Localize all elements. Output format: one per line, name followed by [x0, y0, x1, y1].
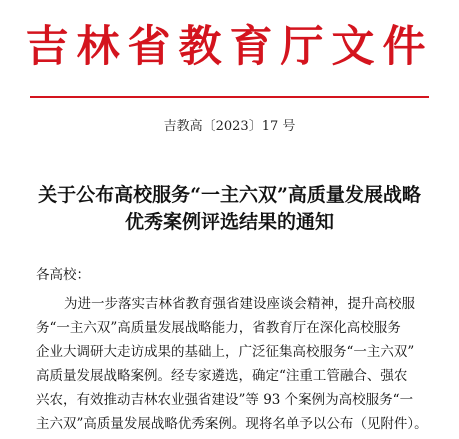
title-line-1: 关于公布高校服务“一主六双”高质量发展战略: [38, 184, 421, 206]
body-line: 高质量发展战略案例。经专家遴选，确定“注重工管融合、强农: [36, 368, 408, 384]
title-line-2: 优秀案例评选结果的通知: [124, 211, 334, 233]
body-line: 兴农，有效推动吉林农业强省建设”等 93 个案例为高校服务“一: [36, 392, 414, 408]
notice-title: [20, 182, 439, 236]
header-divider: [30, 96, 429, 98]
body-line: 主六双”高质量发展战略优秀案例。现将名单予以公布（见附件）。: [36, 416, 428, 432]
document-number: 吉教高〔2023〕17 号: [163, 119, 296, 134]
body-line: 务“一主六双”高质量发展战略能力，省教育厅在深化高校服务: [36, 320, 401, 336]
salutation: 各高校：: [36, 267, 90, 283]
body-text: [36, 292, 431, 436]
body-line: 为进一步落实吉林省教育强省建设座谈会精神，提升高校服: [64, 296, 415, 312]
issuer-header: 吉林省教育厅文件: [25, 22, 434, 72]
body-line: 企业大调研大走访成果的基础上，广泛征集高校服务“一主六双”: [36, 344, 415, 360]
